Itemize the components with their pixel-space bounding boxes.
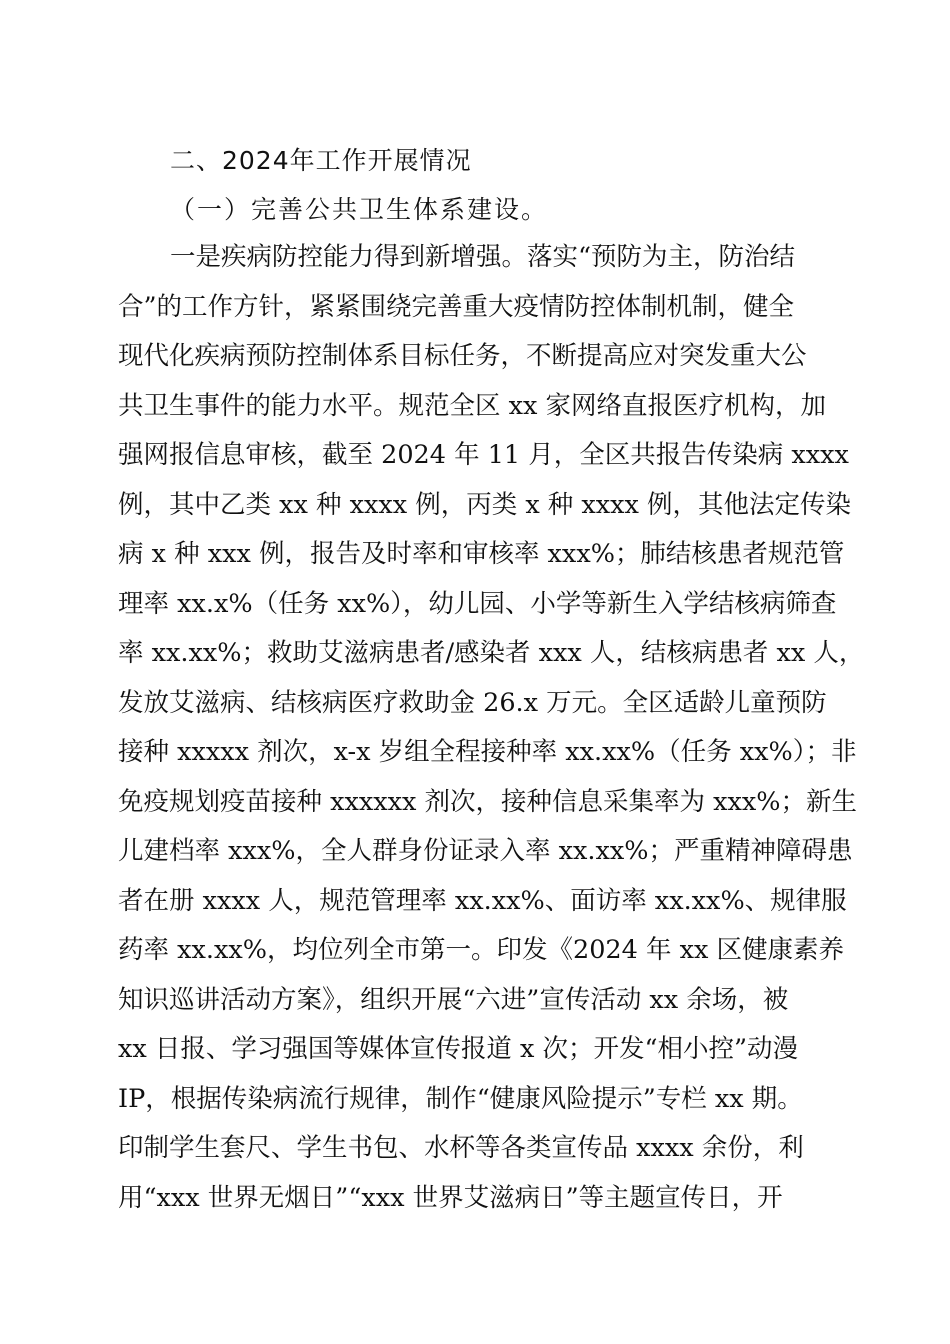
paragraph-line: 例，其中乙类 xx 种 xxxx 例，丙类 x 种 xxxx 例，其他法定传染 [118, 489, 852, 520]
paragraph-line: 接种 xxxxx 剂次，x-x 岁组全程接种率 xx.xx%（任务 xx%）；非 [118, 737, 857, 767]
section-heading: 二、2024年工作开展情况 [170, 146, 472, 175]
paragraph-line: 病 x 种 xxx 例，报告及时率和审核率 xxx%；肺结核患者规范管 [118, 539, 845, 569]
paragraph-line: 用“xxx 世界无烟日”“xxx 世界艾滋病日”等主题宣传日，开 [118, 1182, 783, 1213]
paragraph-line: 药率 xx.xx%，均位列全市第一。印发《2024 年 xx 区健康素养 [118, 935, 844, 965]
paragraph-line: xx 日报、学习强国等媒体宣传报道 x 次；开发“相小控”动漫 [118, 1034, 799, 1064]
paragraph-line: 率 xx.xx%；救助艾滋病患者/感染者 xxx 人，结核病患者 xx 人， [118, 638, 865, 668]
paragraph-line: IP，根据传染病流行规律，制作“健康风险提示”专栏 xx 期。 [118, 1083, 803, 1114]
paragraph-line: 免疫规划疫苗接种 xxxxxx 剂次，接种信息采集率为 xxx%；新生 [118, 786, 857, 817]
paragraph-line: 共卫生事件的能力水平。规范全区 xx 家网络直报医疗机构，加 [118, 390, 826, 421]
subsection-heading: （一）完善公共卫生体系建设。 [170, 195, 549, 224]
paragraph-line [118, 233, 838, 283]
paragraph-line: 合”的工作方针，紧紧围绕完善重大疫情防控体制机制，健全 [118, 291, 795, 322]
paragraph-line: 知识巡讲活动方案》，组织开展“六进”宣传活动 xx 余场，被 [118, 984, 789, 1015]
paragraph-line: 发放艾滋病、结核病医疗救助金 26.x 万元。全区适龄儿童预防 [118, 687, 827, 718]
paragraph-line: 强网报信息审核，截至 2024 年 11 月，全区共报告传染病 xxxx [118, 440, 849, 470]
body-paragraph [118, 233, 865, 1223]
paragraph-line-text: 落实“预防为主，防治结 [527, 242, 796, 272]
paragraph-line: 印制学生套尺、学生书包、水杯等各类宣传品 xxxx 余份，利 [118, 1133, 804, 1163]
paragraph-line: 者在册 xxxx 人，规范管理率 xx.xx%、面访率 xx.xx%、规律服 [118, 885, 847, 916]
paragraph-lead: 一是疾病防控能力得到新增强。 [170, 242, 528, 272]
paragraph-line: 现代化疾病预防控制体系目标任务，不断提高应对突发重大公 [118, 341, 807, 371]
paragraph-line: 儿建档率 xxx%，全人群身份证录入率 xx.xx%；严重精神障碍患 [118, 836, 853, 866]
paragraph-line: 理率 xx.x%（任务 xx%），幼儿园、小学等新生入学结核病筛查 [118, 588, 837, 619]
